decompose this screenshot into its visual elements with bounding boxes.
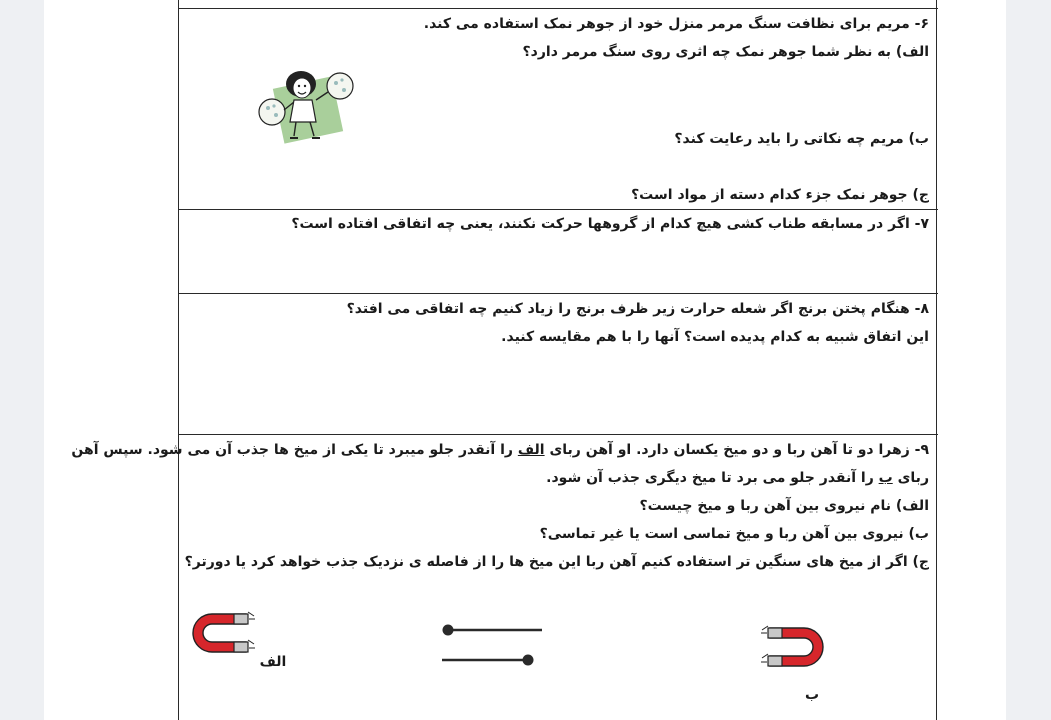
cheerleader-illustration (256, 66, 356, 146)
question-6-part-a: الف) به نظر شما جوهر نمک چه اثری روی سنگ مرمر دارد؟ (522, 44, 929, 60)
question-6-part-c: ج) جوهر نمک جزء کدام دسته از مواد است؟ (631, 187, 929, 203)
question-9-line1: ۹- زهرا دو تا آهن ربا و دو میخ یکسان دارد. او آهن ربای الف را آنقدر جلو میبرد تا یکی از میخ ها جذب آن می شود. سپس آهن (71, 442, 929, 458)
magnet-b-icon (760, 624, 828, 670)
question-7-stem: ۷- اگر در مسابقه طناب کشی هیچ کدام از گروهها حرکت نکنند، یعنی چه اتفاقی افتاده است؟ (291, 216, 929, 232)
question-9-line2: ربای ب را آنقدر جلو می برد تا میخ دیگری جذب آن شود. (546, 470, 929, 486)
question-9-part-a: الف) نام نیروی بین آهن ربا و میخ چیست؟ (639, 498, 929, 514)
row-divider (178, 8, 938, 9)
question-9-part-b: ب) نیروی بین آهن ربا و میخ تماسی است یا غیر تماسی؟ (539, 526, 929, 542)
magnet-a-label: الف (259, 654, 287, 670)
row-divider (178, 293, 938, 294)
question-6-part-b: ب) مریم چه نکاتی را باید رعایت کند؟ (674, 131, 929, 147)
question-9-part-c: ج) اگر از میخ های سنگین تر استفاده کنیم آهن ربا این میخ ها را از فاصله ی نزدیک جذب خواهد کرد یا دورتر؟ (184, 554, 929, 570)
question-8 (189, 295, 929, 351)
question-6-stem: ۶- مریم برای نظافت سنگ مرمر منزل خود از جوهر نمک استفاده می کند. (423, 16, 929, 32)
magnet-a-icon (188, 610, 258, 656)
nails-illustration (438, 620, 548, 670)
question-6 (189, 10, 929, 66)
question-8-line2: این اتفاق شبیه به کدام پدیده است؟ آنها را با هم مقایسه کنید. (501, 329, 929, 345)
row-divider (178, 434, 938, 435)
question-9 (71, 436, 929, 576)
question-8-stem: ۸- هنگام پختن برنج اگر شعله حرارت زیر ظرف برنج را زیاد کنیم چه اتفاقی می افتد؟ (346, 301, 929, 317)
magnet-b-label: ب (804, 687, 820, 703)
